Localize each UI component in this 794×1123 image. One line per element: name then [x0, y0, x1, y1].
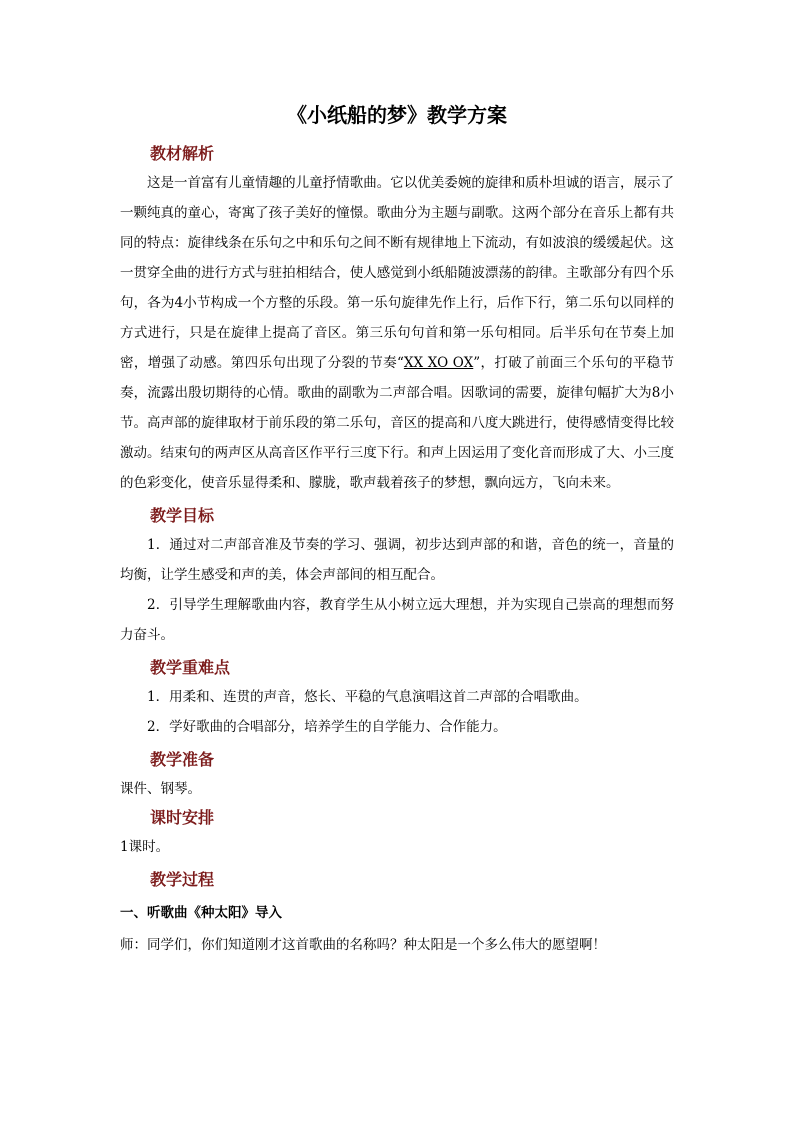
section-heading-analysis: 教材解析	[150, 144, 215, 163]
schedule-text: 1课时。	[120, 839, 170, 855]
section-heading-objectives: 教学目标	[150, 506, 215, 525]
objective-item-2: 2．引导学生理解歌曲内容，教育学生从小树立远大理想，并为实现自己崇高的理想而努力奋斗。	[120, 597, 674, 643]
preparation-text: 课件、钢琴。	[120, 781, 201, 797]
analysis-text-before: 这是一首富有儿童情趣的儿童抒情歌曲。它以优美委婉的旋律和质朴坦诚的语言，展示了一颗纯真的童心，寄寓了孩子美好的憧憬。歌曲分为主题与副歌。这两个部分在音乐上都有共同的特点：旋律线条在乐句之中和乐句之间不断有规律地上下流动，有如波浪的缓缓起伏。这一贯穿全曲的进行方式与驻拍相结合，使人感觉到小纸船随波漂荡的韵律。主歌部分有四个乐句，各为4小节构成一个方整的乐段。第一乐句旋律先作上行，后作下行，第二乐句以同样的方式进行，只是在旋律上提高了音区。第三乐句句首和第一乐句相同。后半乐句在节奏上加密，增强了动感。第四乐句出现了分裂的节奏“	[120, 175, 674, 371]
process-step-1-text: 师：同学们，你们知道刚才这首歌曲的名称吗？种太阳是一个多么伟大的愿望啊！	[120, 937, 606, 953]
objective-item-1: 1．通过对二声部音准及节奏的学习、强调，初步达到声部的和谐，音色的统一，音量的均衡，让学生感受和声的美，体会声部间的相互配合。	[120, 537, 674, 583]
section-heading-schedule: 课时安排	[150, 808, 215, 827]
document-title: 《小纸船的梦》教学方案	[287, 103, 507, 127]
rhythm-notation: XX XO OX	[403, 355, 474, 371]
section-heading-process: 教学过程	[150, 870, 215, 889]
analysis-paragraph	[120, 168, 674, 498]
section-heading-preparation: 教学准备	[150, 750, 215, 769]
analysis-text-after: ”，打破了前面三个乐句的平稳节奏，流露出殷切期待的心情。歌曲的副歌为二声部合唱。因歌词的需要，旋律句幅扩大为8小节。高声部的旋律取材于前乐段的第二乐句，音区的提高和八度大跳进行，使得感情变得比较激动。结束句的两声区从高音区作平行三度下行。和声上因运用了变化音而形成了大、小三度的色彩变化，使音乐显得柔和、朦胧，歌声载着孩子的梦想，飘向远方，飞向未来。	[120, 355, 675, 491]
section-heading-key-points: 教学重难点	[150, 658, 231, 677]
key-point-item-1: 1．用柔和、连贯的声音，悠长、平稳的气息演唱这首二声部的合唱歌曲。	[147, 689, 588, 705]
process-step-1-heading: 一、听歌曲《种太阳》导入	[120, 905, 282, 921]
key-point-item-2: 2．学好歌曲的合唱部分，培养学生的自学能力、合作能力。	[147, 719, 507, 735]
